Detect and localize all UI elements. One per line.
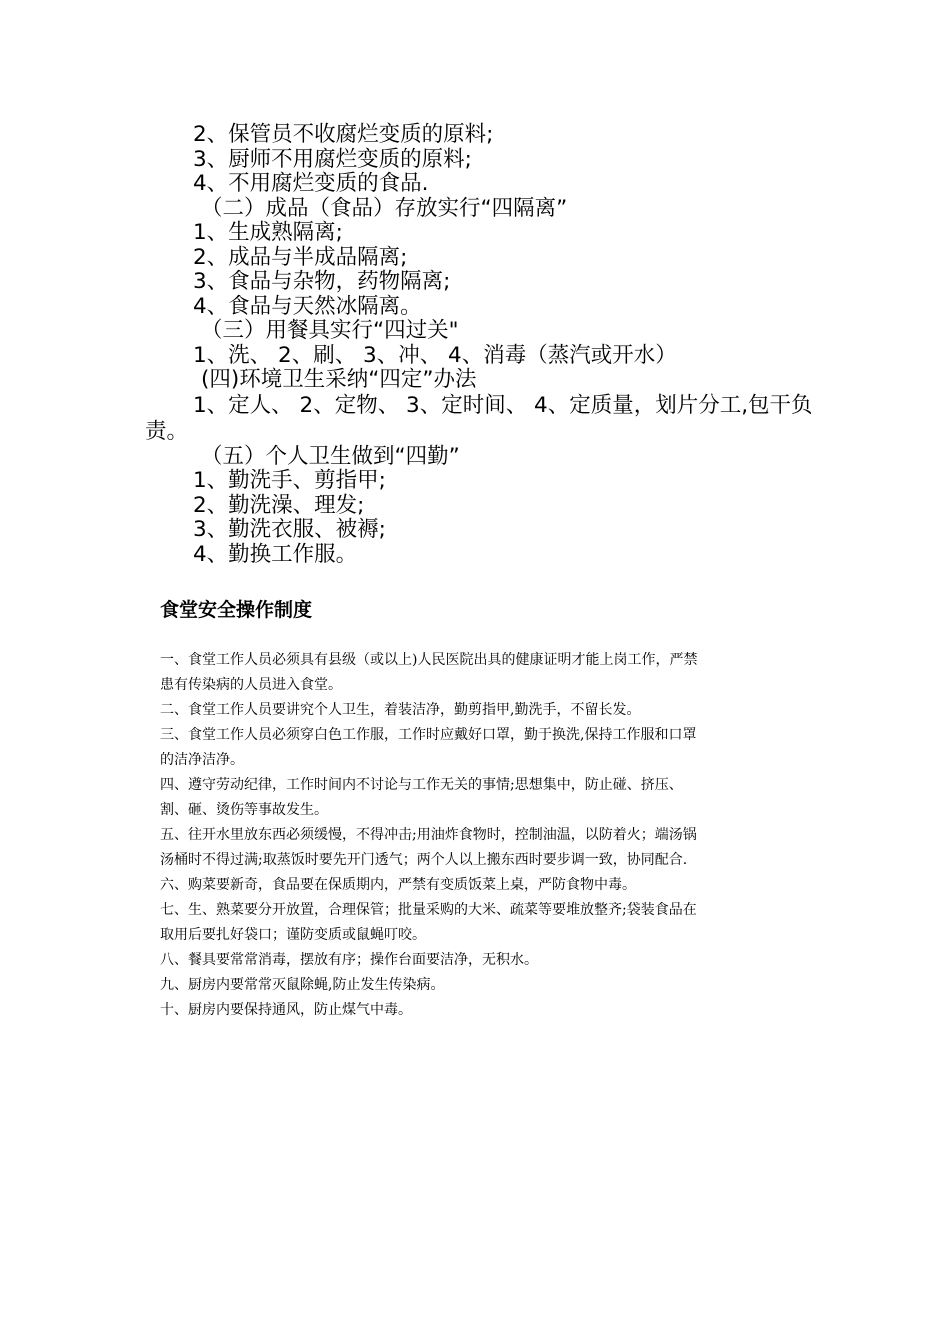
list-item: 3、食品与杂物，药物隔离; — [193, 269, 451, 294]
rule-line: 五、往开水里放东西必须缓慢，不得冲击;用油炸食物时，控制油温，以防着火；端汤锅 — [160, 827, 697, 843]
safety-rules — [160, 648, 780, 1023]
rule-line: 三、食堂工作人员必须穿白色工作服，工作时应戴好口罩，勤于换洗,保持工作服和口罩 — [160, 727, 697, 743]
list-item: 2、保管员不收腐烂变质的原料; — [193, 122, 494, 147]
rule-line: 十、厨房内要保持通风，防止煤气中毒。 — [160, 1002, 412, 1018]
list-item: 3、勤洗衣服、被褥; — [193, 517, 386, 542]
rule-line: 七、生、熟菜要分开放置，合理保管；批量采购的大米、疏菜等要堆放整齐;袋装食品在 — [160, 902, 697, 918]
rule-line: 割、砸、烫伤等事故发生。 — [160, 802, 328, 818]
list-item: 4、不用腐烂变质的食品. — [193, 171, 429, 196]
section-heading: (四)环境卫生采纳“四定”办法 — [201, 367, 477, 392]
hygiene-list — [145, 123, 825, 567]
rule-line: 四、遵守劳动纪律，工作时间内不讨论与工作无关的事情;思想集中，防止碰、挤压、 — [160, 777, 683, 793]
rule-line: 九、厨房内要常常灭鼠除蝇,防止发生传染病。 — [160, 977, 445, 993]
rule-line: 六、购菜要新奇，食品要在保质期内，严禁有变质饭菜上桌，严防食物中毒。 — [160, 877, 636, 893]
rule-line: 八、餐具要常常消毒，摆放有序；操作台面要洁净，无积水。 — [160, 952, 538, 968]
list-item: 3、厨师不用腐烂变质的原料; — [193, 146, 472, 172]
list-item: 1、生成熟隔离; — [193, 220, 343, 245]
rule-line: 的洁净洁净。 — [160, 752, 244, 768]
rule-line: 一、食堂工作人员必须具有县级（或以上)人民医院出具的健康证明才能上岗工作，严禁 — [160, 652, 698, 668]
list-item: 4、食品与天然冰隔离。 — [193, 293, 422, 319]
list-item: 1、勤洗手、剪指甲; — [193, 468, 386, 493]
section-heading: （五）个人卫生做到“四勤” — [201, 443, 460, 469]
list-item: 1、洗、 2、刷、 3、冲、 4、消毒（蒸汽或开水） — [193, 342, 677, 368]
list-item: 2、勤洗澡、理发; — [193, 492, 365, 518]
document-title: 食堂安全操作制度 — [160, 599, 313, 621]
section-heading: （二）成品（食品）存放实行“四隔离” — [201, 195, 568, 221]
rule-line: 患有传染病的人员进入食堂。 — [160, 677, 342, 693]
list-item: 2、成品与半成品隔离; — [193, 244, 408, 270]
rule-line: 汤桶时不得过满;取蒸饭时要先开门透气；两个人以上搬东西时要步调一致，协同配合. — [160, 852, 688, 868]
rule-line: 二、食堂工作人员要讲究个人卫生，着装洁净，勤剪指甲,勤洗手，不留长发。 — [160, 702, 641, 718]
list-item: 1、定人、 2、定物、 3、定时间、 4、定质量，划片分工,包干负责。 — [145, 392, 813, 444]
rule-line: 取用后要扎好袋口；谨防变质或鼠蝇叮咬。 — [160, 927, 426, 943]
list-item: 4、勤换工作服。 — [193, 541, 358, 567]
section-heading: （三）用餐具实行“四过关" — [201, 318, 459, 343]
